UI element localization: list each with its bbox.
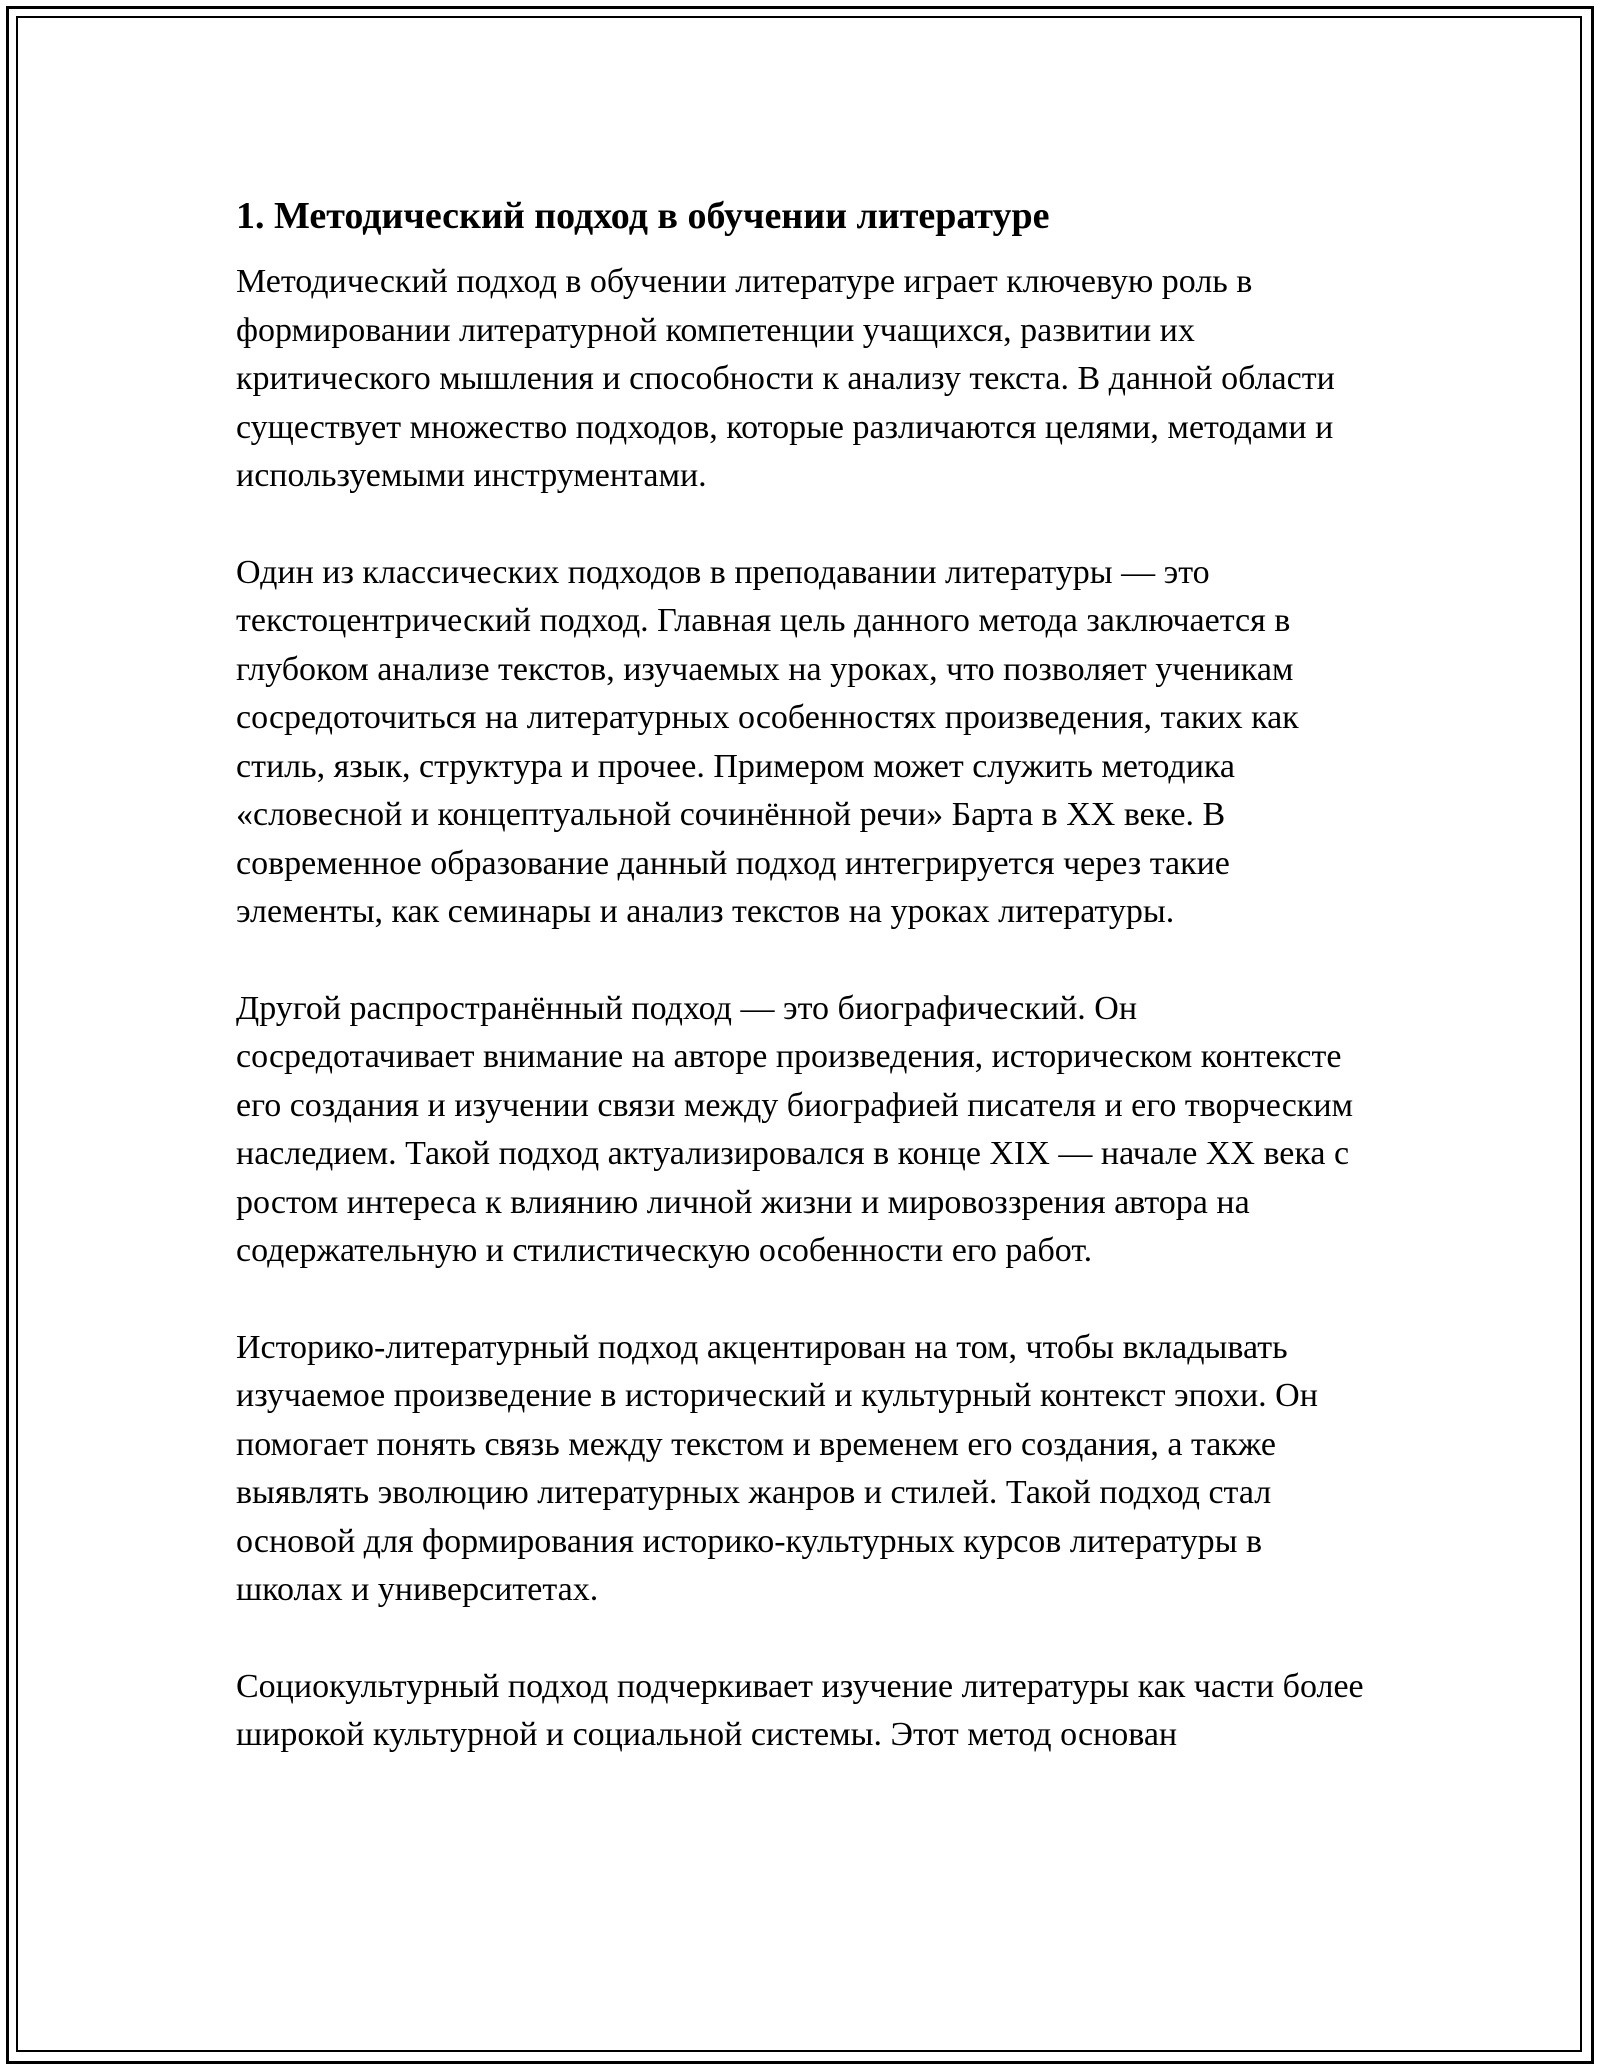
paragraph-biographical: Другой распространённый подход — это биографический. Он сосредотачивает внимание на авторе произведения, историческом контексте его создания и изучении связи между биографией писателя и его творческим наследием. Такой подход актуализировался в конце XIX — начале XX века с ростом интереса к влиянию личной жизни и мировоззрения автора на содержательную и стилистическую особенности его работ. — [236, 989, 1354, 1269]
paragraph-text-centric: Один из классических подходов в преподавании литературы — это текстоцентрический подход. Главная цель данного метода заключается в глубоком анализе текстов, изучаемых на уроках, что позволяет ученикам сосредоточиться на литературных особенностях произведения, таких как стиль, язык, структура и прочее. Примером может служить методика «словесной и концептуальной сочинённой речи» Барта в XX веке. В современное образование данный подход интегрируется через такие элементы, как семинары и анализ текстов на уроках литературы. — [236, 553, 1299, 930]
paragraph-intro: Методический подход в обучении литературе играет ключевую роль в формировании литературной компетенции учащихся, развитии их критического мышления и способности к анализу текста. В данной области существует множество подходов, которые различаются целями, методами и используемыми инструментами. — [236, 263, 1335, 494]
section-heading: 1. Методический подход в обучении литературе — [236, 195, 1050, 237]
paragraph-historical-literary: Историко-литературный подход акцентирован на том, чтобы вкладывать изучаемое произведение в исторический и культурный контекст эпохи. Он помогает понять связь между текстом и временем его создания, а также выявлять эволюцию литературных жанров и стилей. Такой подход стал основой для формирования историко-культурных курсов литературы в школах и университетах. — [236, 1328, 1318, 1608]
document-body — [236, 180, 1376, 1808]
paragraph-sociocultural: Социокультурный подход подчеркивает изучение литературы как части более широкой культурной и социальной системы. Этот метод основан — [236, 1667, 1364, 1753]
